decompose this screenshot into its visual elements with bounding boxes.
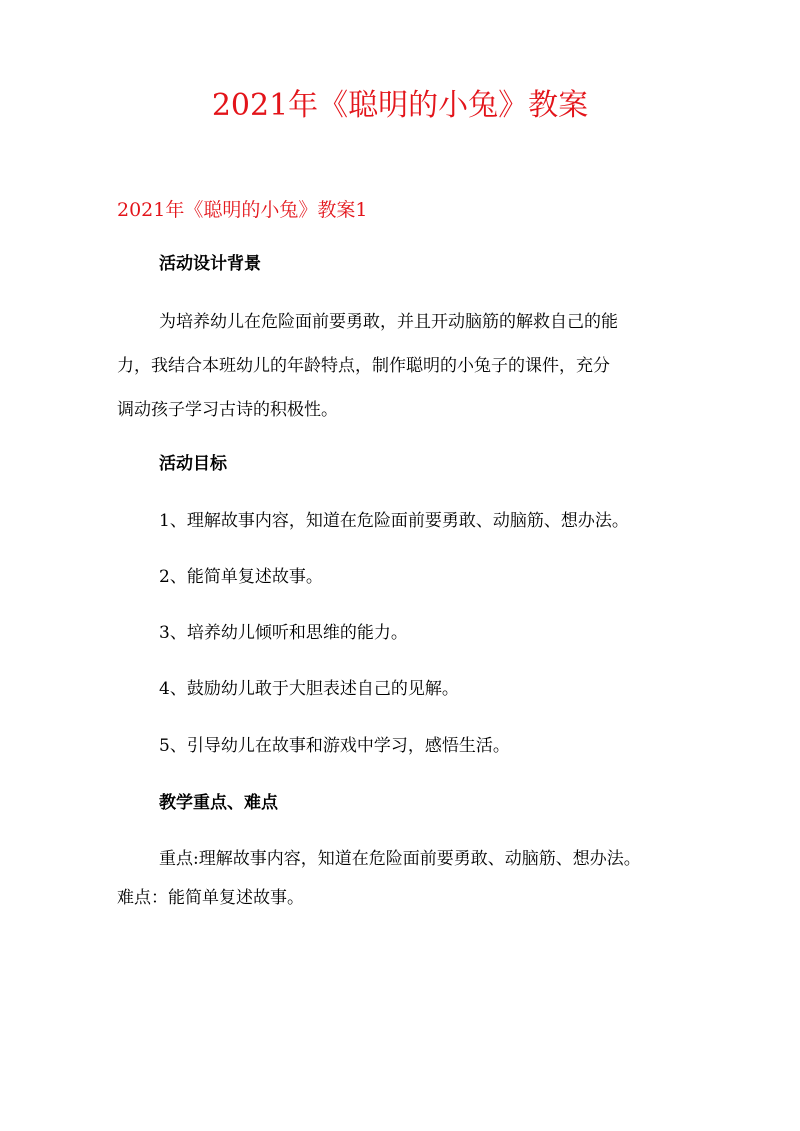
goals-heading: 活动目标 [159, 454, 227, 474]
key-points-heading: 教学重点、难点 [159, 793, 278, 813]
background-paragraph [117, 306, 717, 426]
section-title: 2021年《聪明的小兔》教案1 [117, 199, 368, 221]
paragraph-line: 为培养幼儿在危险面前要勇敢，并且开动脑筋的解救自己的能 [159, 312, 618, 332]
paragraph-line: 力，我结合本班幼儿的年龄特点，制作聪明的小兔子的课件，充分 [117, 356, 610, 376]
goal-item: 2、能简单复述故事。 [159, 567, 323, 587]
goal-item: 4、鼓励幼儿敢于大胆表述自己的见解。 [159, 679, 459, 699]
document-title: 2021年《聪明的小兔》教案 [211, 88, 589, 123]
goal-item: 5、引导幼儿在故事和游戏中学习，感悟生活。 [159, 736, 510, 756]
background-heading: 活动设计背景 [159, 254, 261, 274]
goal-item: 1、理解故事内容，知道在危险面前要勇敢、动脑筋、想办法。 [159, 511, 629, 531]
goal-item: 3、培养幼儿倾听和思维的能力。 [159, 623, 408, 643]
paragraph-line: 调动孩子学习古诗的积极性。 [117, 400, 338, 420]
difficulty-text: 难点：能简单复述故事。 [117, 888, 304, 908]
key-point-text: 重点:理解故事内容，知道在危险面前要勇敢、动脑筋、想办法。 [159, 849, 641, 869]
